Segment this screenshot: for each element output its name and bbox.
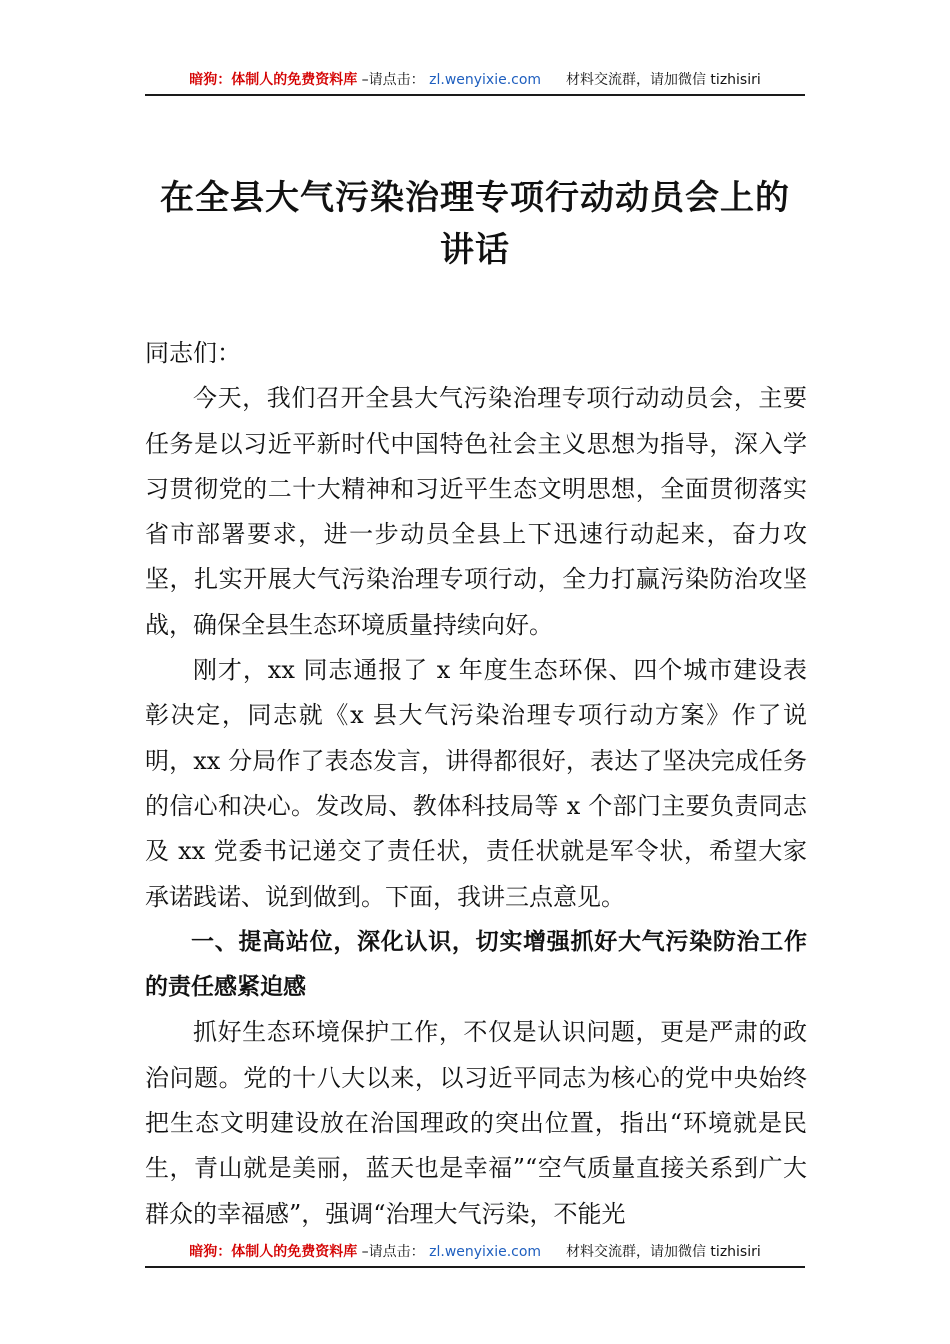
footer-link[interactable]: zl.wenyixie.com	[429, 1244, 542, 1260]
paragraph-2: 刚才，xx 同志通报了 x 年度生态环保、四个城市建设表彰决定，同志就《x 县大气污染治理专项行动方案》作了说明，xx 分局作了表态发言，讲得都很好，表达了坚决完成任务的信心和决心。发改局、教体科技局等 x 个部门主要负责同志及 xx 党委书记递交了责任状，责任状就是军令状，希望大家承诺践诺、说到做到。下面，我讲三点意见。	[145, 656, 807, 911]
footer-banner	[145, 1240, 805, 1268]
footer-link-prefix: –请点击：	[361, 1244, 425, 1260]
banner-link-prefix: –请点击：	[361, 72, 425, 88]
banner-link[interactable]: zl.wenyixie.com	[429, 72, 542, 88]
header-banner	[145, 68, 805, 96]
salutation: 同志们：	[145, 339, 241, 367]
title-line-1: 在全县大气污染治理专项行动动员会上的	[160, 178, 790, 218]
banner-site-name: 暗狗：体制人的免费资料库	[189, 72, 358, 88]
section-heading-1: 一、提高站位，深化认识，切实增强抓好大气污染防治工作的责任感紧迫感	[145, 928, 807, 1001]
paragraph-3: 抓好生态环境保护工作，不仅是认识问题，更是严肃的政治问题。党的十八大以来，以习近平同志为核心的党中央始终把生态文明建设放在治国理政的突出位置，指出“环境就是民生，青山就是美丽，蓝天也是幸福”“空气质量直接关系到广大群众的幸福感”，强调“治理大气污染，不能光	[145, 1018, 807, 1228]
paragraph-1: 今天，我们召开全县大气污染治理专项行动动员会，主要任务是以习近平新时代中国特色社会主义思想为指导，深入学习贯彻党的二十大精神和习近平生态文明思想，全面贯彻落实省市部署要求，进一步动员全县上下迅速行动起来，奋力攻坚，扎实开展大气污染治理专项行动，全力打赢污染防治攻坚战，确保全县生态环境质量持续向好。	[145, 384, 807, 639]
title-line-2: 讲话	[440, 230, 510, 270]
banner-contact: 材料交流群，请加微信 tizhisiri	[565, 72, 761, 88]
footer-site-name: 暗狗：体制人的免费资料库	[189, 1244, 358, 1260]
footer-contact: 材料交流群，请加微信 tizhisiri	[565, 1244, 761, 1260]
document-body	[145, 331, 807, 1237]
document-title	[140, 172, 810, 276]
